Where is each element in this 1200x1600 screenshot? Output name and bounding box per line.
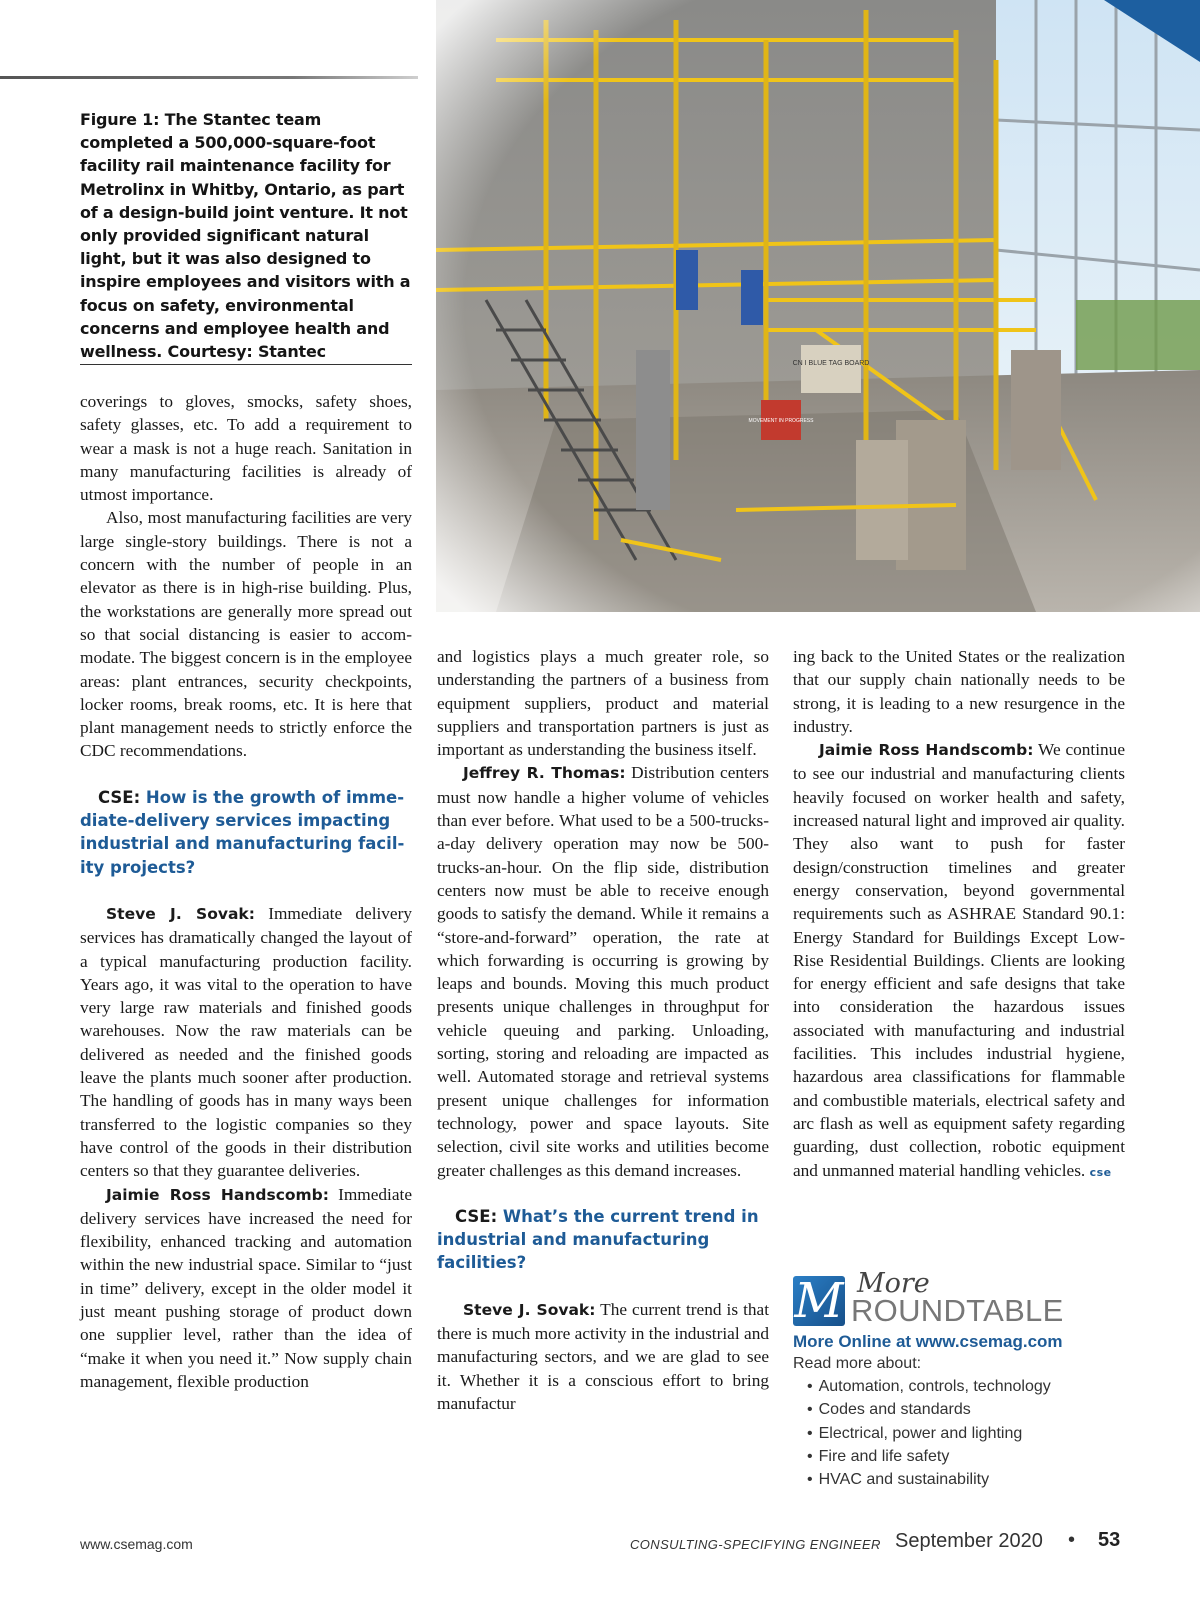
page-number: 53 <box>1098 1529 1121 1551</box>
read-more-label: Read more about: <box>793 1355 922 1372</box>
figure-caption: Figure 1: The Stantec team completed a 500,000-square-foot facility rail maintenance facility for Metrolinx in Whitby, Ontario, as part of a design-build joint venture. It not only provided significant natural light, but it was also designed to inspire employees and visitors with a focus on safety, environmental concerns and employee health and wellness. Courtesy: Stantec <box>80 110 411 362</box>
end-mark: cse <box>1089 1165 1112 1179</box>
footer-separator: • <box>1068 1529 1076 1551</box>
more-online-link[interactable]: More Online at www.csemag.com <box>793 1332 1063 1351</box>
more-roundtable-box <box>793 1270 1123 1491</box>
question-text: How is the growth of imme-diate-delivery services impacting industrial and manufacturing facil-ity projects? <box>80 787 405 877</box>
corner-accent <box>1104 0 1200 62</box>
caption-rule <box>80 364 412 365</box>
logo-roundtable: ROUNDTABLE <box>851 1293 1064 1328</box>
paragraph: Also, most manufacturing facilities are very large single-story buildings. There is not a concern with the number of people in an elevator as there is in high-rise building. Plus, the workstations are generally more spread out so that social distancing is easier to accommodate. The biggest concern is in the employee areas: plant entrances, security checkpoints, locker rooms, break rooms, etc. It is here that plant management needs to strictly enforce the CDC recommendations. <box>80 508 412 761</box>
paragraph <box>793 738 1125 1184</box>
question-prefix: CSE: <box>455 1206 498 1226</box>
top-rule <box>0 76 418 79</box>
topic-list <box>793 1375 1123 1491</box>
facility-photo <box>436 0 1200 612</box>
answer-text: Immediate delivery services have increased the need for flexibility, enhanced tracking and automation within the new industrial space. Similar to “just in time” delivery, except in the older model it just meant pushing storage of product down one supplier level, rather than the idea of “make it when you need it.” Now supply chain management, flexible production <box>80 1184 412 1391</box>
paragraph: coverings to gloves, smocks, safety shoes, safety glasses, etc. To add a requirement to wear a mask is not a huge reach. Sanitation in many manufacturing facilities is already of utmost importance. <box>80 392 412 505</box>
topic-item[interactable]: • Fire and life safety <box>807 1445 1123 1468</box>
roundtable-logo <box>793 1268 1123 1329</box>
column-2 <box>437 645 769 1415</box>
question-prefix: CSE: <box>98 787 141 807</box>
speaker-name: Jaimie Ross Handscomb: <box>106 1185 329 1204</box>
footer-date: September 2020 <box>895 1530 1043 1552</box>
topic-item[interactable]: • Automation, controls, technology <box>807 1375 1123 1398</box>
answer-text: Immediate delivery services has dramatically changed the layout of a typical manufacturing production facility. Years ago, it was vital to the operation to have very large raw materials and finished goods warehouses. Now the raw materials can be delivered as needed and the finished goods leave the plants much sooner after production. The handling of goods has in many ways been transferred to the logistic companies so they have control of the goods in their distribution centers so that they guarantee deliveries. <box>80 903 413 1181</box>
question-heading <box>80 786 412 879</box>
topic-item[interactable]: • Codes and standards <box>807 1398 1123 1421</box>
question-text: What’s the current trend in industrial and manufacturing facilities? <box>437 1206 759 1273</box>
paragraph <box>80 1183 412 1394</box>
speaker-name: Steve J. Sovak: <box>463 1300 596 1319</box>
logo-text <box>851 1270 1064 1326</box>
footer-publication: CONSULTING-SPECIFYING ENGINEER <box>630 1537 881 1552</box>
answer-text: Distribution centers must now handle a higher volume of vehicles than ever before. What used to be a 500-trucks-a-day delivery operation may now be 500-trucks-an-hour. On the flip side, distribution centers now must be able to receive enough goods to satisfy the demand. While it remains a “store-and-forward” operation, the rate at which forwarding is occurring is growing by leaps and bounds. Moving this much product presents unique challenges in throughput for vehicle queuing and parking. Unloading, sorting, storing and reloading are impacted as well. Automated storage and retrieval systems present unique challenges for information technology, power and space layouts. Site selection, civil site works and utilities become greater challenges as this demand increases. <box>437 763 769 1180</box>
footer-url[interactable]: www.csemag.com <box>80 1536 193 1552</box>
speaker-name: Jeffrey R. Thomas: <box>463 764 626 783</box>
paragraph <box>437 761 769 1181</box>
column-1 <box>80 390 412 1393</box>
topic-item[interactable]: • HVAC and sustainability <box>807 1468 1123 1491</box>
speaker-name: Jaimie Ross Handscomb: <box>819 741 1034 760</box>
answer-text: We continue to see our industrial and manufacturing clients heavily focused on worker health and safety, increased natural light and improved air quality. They also want to push for faster design/construction timelines and greater energy conservation, beyond governmental requirements such as ASHRAE Standard 90.1: Energy Standard for Buildings Except Low-Rise Residential Buildings. Clients are looking for energy efficient and safe designs that take into consideration the hazardous issues associated with manufacturing and industrial facilities. This includes industrial hygiene, hazardous area classifications for flammable and combustible materials, electrical safety and arc flash as well as equipment safety regarding guarding, dust collection, robotic equipment and unmanned material handling vehicles. <box>793 740 1125 1180</box>
question-heading <box>437 1205 769 1275</box>
answer-text: The current trend is that there is much more activity in the industrial and manufacturing sectors, and we are glad to see it. Whether it is a conscious effort to bring manufactur <box>437 1299 769 1413</box>
page-footer <box>0 1528 1200 1558</box>
paragraph: and logistics plays a much greater role, so understanding the partners of a business from equipment suppliers, product and material suppliers and transportation partners is just as important as understanding the business itself. <box>437 647 769 760</box>
speaker-name: Steve J. Sovak: <box>106 904 255 923</box>
paragraph <box>437 1298 769 1415</box>
column-3 <box>793 645 1125 1184</box>
logo-more: More <box>857 1268 930 1299</box>
topic-item[interactable]: • Electrical, power and lighting <box>807 1422 1123 1445</box>
m-badge-icon: M <box>794 1273 844 1329</box>
paragraph <box>80 902 412 1183</box>
paragraph: ing back to the United States or the realization that our supply chain nationally needs to be strong, it is leading to a new resurgence in the industry. <box>793 647 1125 736</box>
